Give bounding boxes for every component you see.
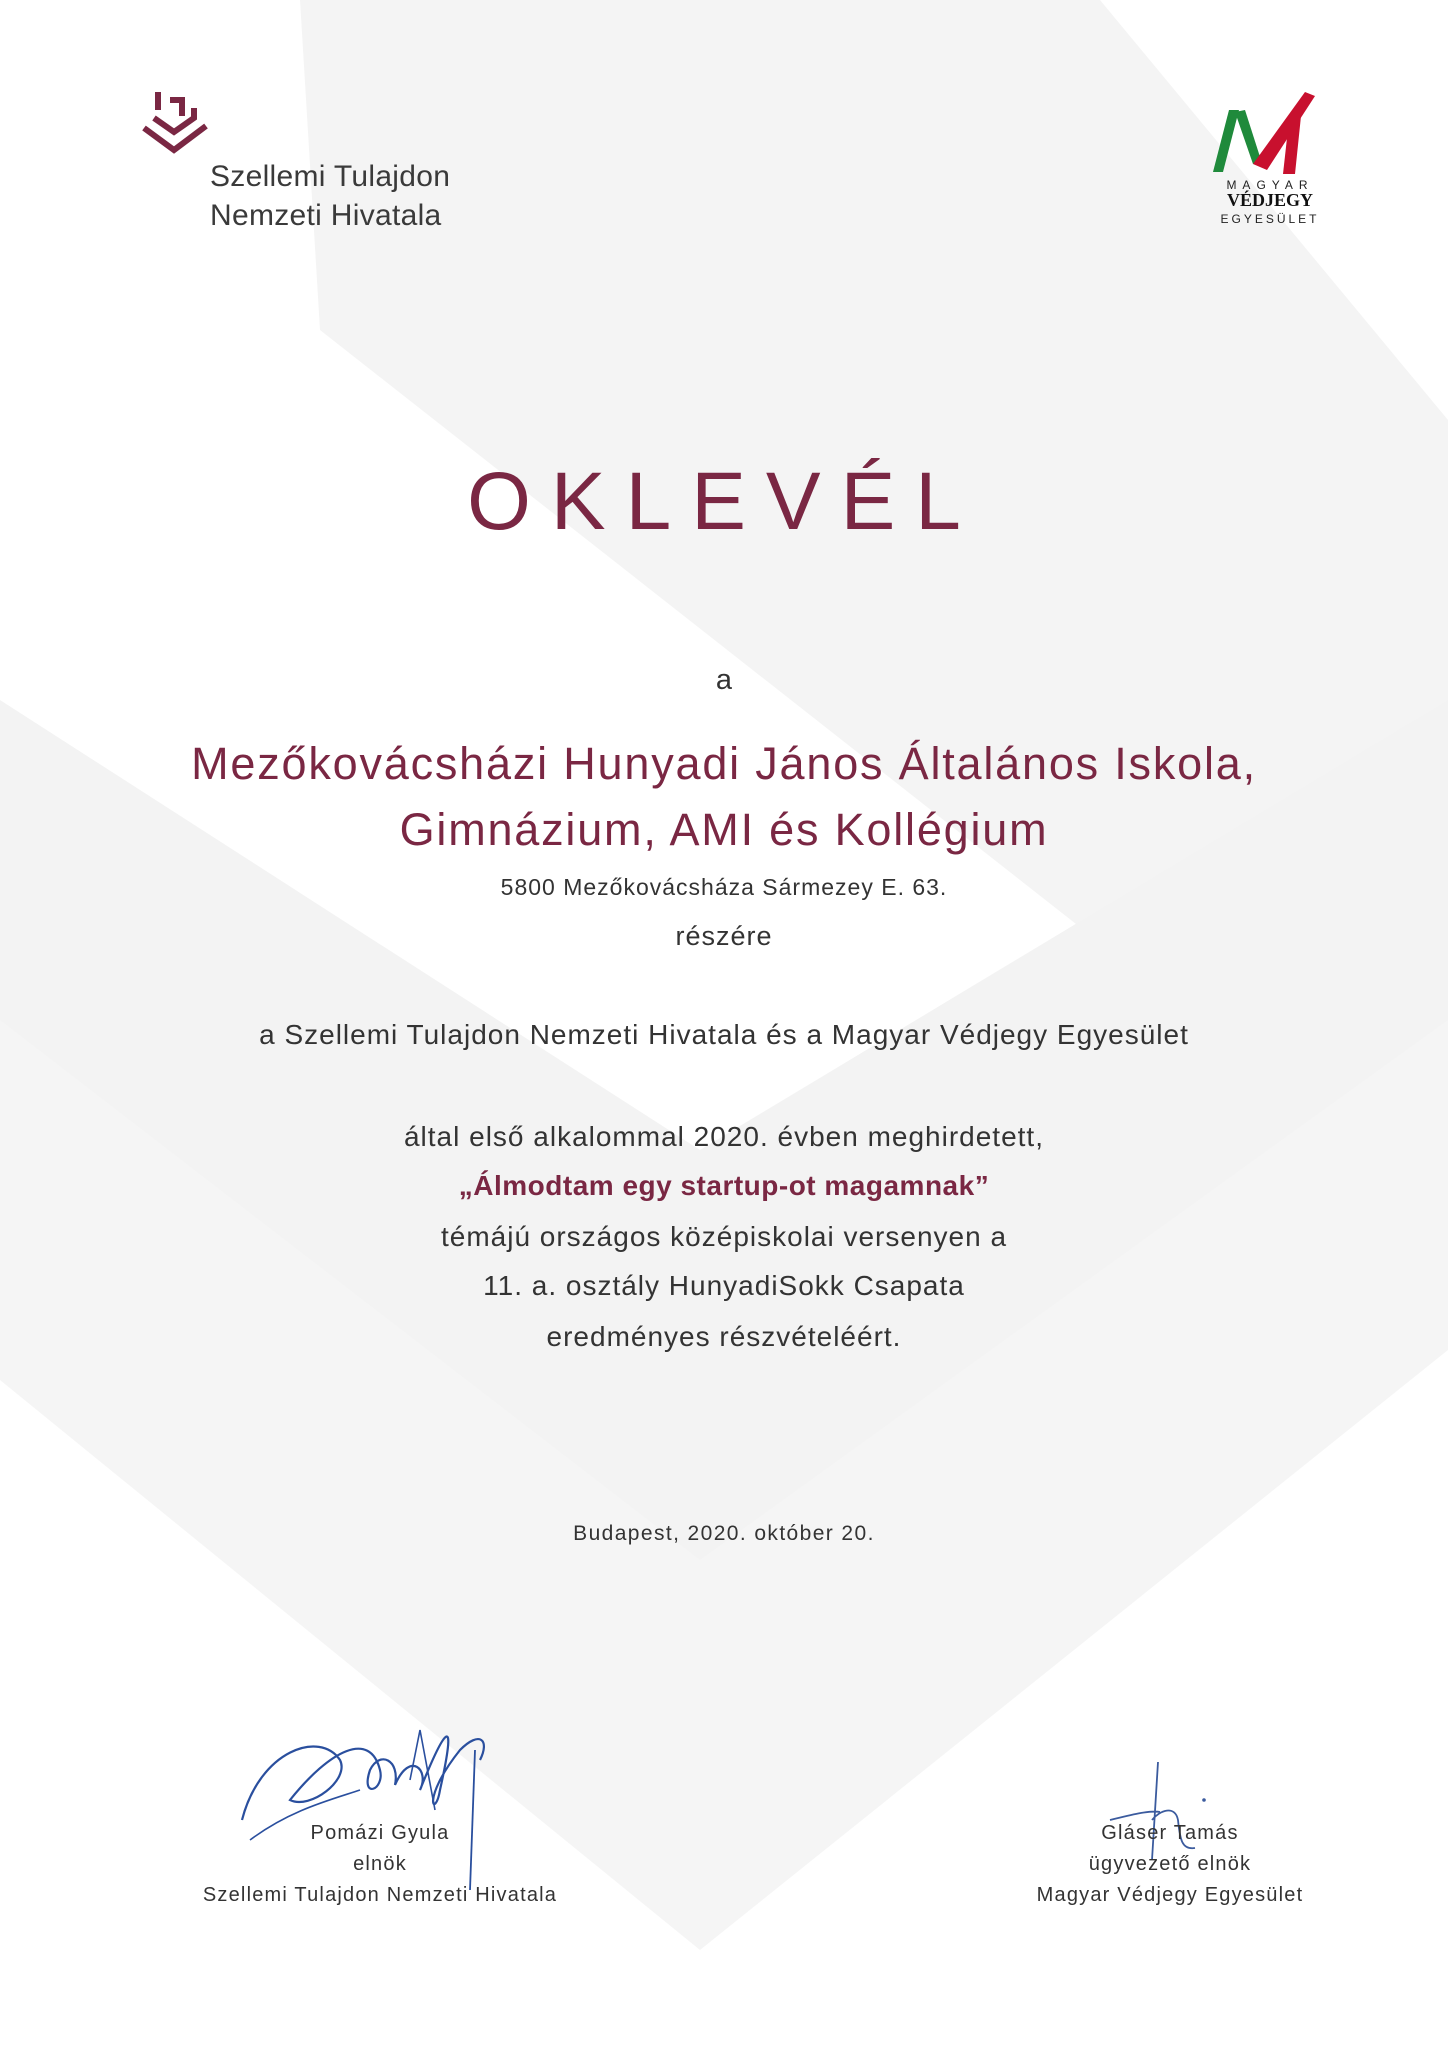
right-signer-name: Gláser Tamás bbox=[1101, 1822, 1239, 1844]
recipient-line1: Mezőkovácsházi Hunyadi János Általános Iskola, bbox=[191, 738, 1257, 789]
document-title: OKLEVÉL bbox=[467, 456, 981, 547]
mve-m-logo-icon bbox=[1205, 90, 1335, 178]
place-date: Budapest, 2020. október 20. bbox=[573, 1522, 875, 1545]
article-a: a bbox=[715, 664, 733, 696]
recipient-for-word: részére bbox=[675, 921, 773, 951]
right-signer-org: Magyar Védjegy Egyesület bbox=[1036, 1884, 1304, 1906]
mve-name-line3: EGYESÜLET bbox=[1220, 212, 1320, 226]
team-name: 11. a. osztály HunyadiSokk Csapata bbox=[483, 1270, 965, 1301]
left-signature-block bbox=[170, 1818, 590, 1911]
sztnh-logo-icon bbox=[140, 88, 212, 158]
right-signature-block bbox=[960, 1818, 1380, 1911]
mve-name-line1: MAGYAR bbox=[1226, 178, 1314, 192]
contest-title: „Álmodtam egy startup-ot magamnak” bbox=[458, 1170, 990, 1201]
left-signer-name: Pomázi Gyula bbox=[310, 1822, 450, 1844]
right-signer-role: ügyvezető elnök bbox=[1088, 1853, 1252, 1875]
recipient-line2: Gimnázium, AMI és Kollégium bbox=[399, 804, 1049, 855]
sztnh-name-line1: Szellemi Tulajdon bbox=[210, 160, 451, 193]
organizers-line: a Szellemi Tulajdon Nemzeti Hivatala és a Magyar Védjegy Egyesület bbox=[259, 1019, 1189, 1050]
left-signer-org: Szellemi Tulajdon Nemzeti Hivatala bbox=[202, 1884, 558, 1906]
mve-name-line2: VÉDJEGY bbox=[1226, 190, 1313, 210]
body-line3: témájú országos középiskolai versenyen a bbox=[440, 1221, 1008, 1252]
recipient-address: 5800 Mezőkovácsháza Sármezey E. 63. bbox=[500, 874, 948, 900]
body-line1: által első alkalommal 2020. évben meghirdetett, bbox=[403, 1121, 1044, 1152]
left-signer-role: elnök bbox=[353, 1853, 407, 1875]
sztnh-org-name bbox=[210, 157, 450, 235]
body-line5: eredményes részvételéért. bbox=[546, 1321, 902, 1352]
sztnh-name-line2: Nemzeti Hivatala bbox=[210, 199, 442, 232]
